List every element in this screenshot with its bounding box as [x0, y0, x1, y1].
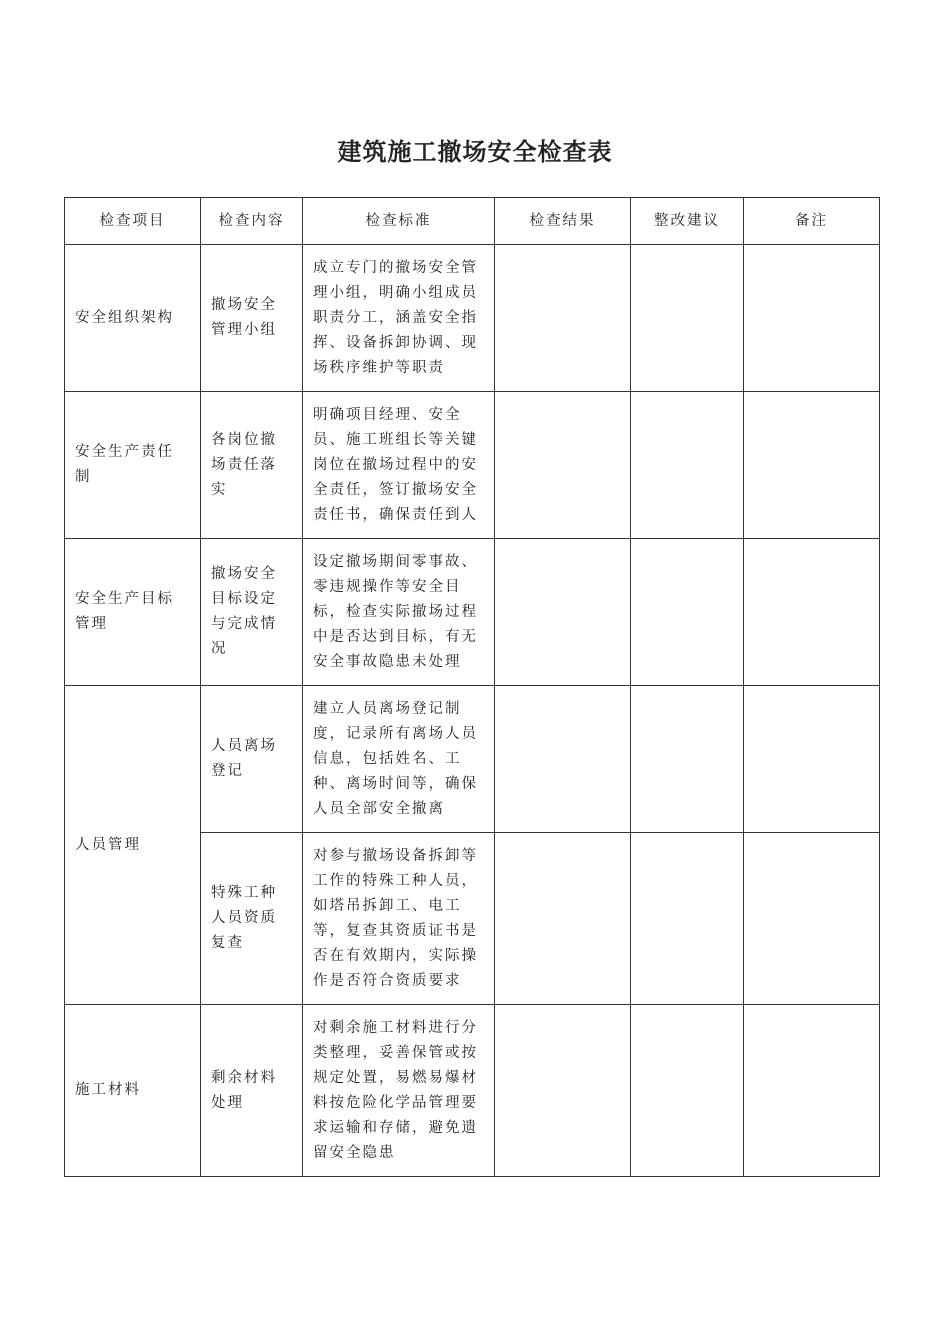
safety-check-table	[64, 197, 880, 1177]
cell-suggestion[interactable]	[631, 833, 744, 1005]
table-row	[65, 245, 880, 392]
table-row	[65, 539, 880, 686]
cell-result[interactable]	[495, 1005, 631, 1177]
cell-remark[interactable]	[744, 392, 880, 539]
cell-item: 人员管理	[65, 686, 201, 1005]
table-row	[65, 392, 880, 539]
cell-item: 安全组织架构	[65, 245, 201, 392]
cell-remark[interactable]	[744, 1005, 880, 1177]
cell-item: 施工材料	[65, 1005, 201, 1177]
cell-result[interactable]	[495, 686, 631, 833]
cell-content: 剩余材料处理	[201, 1005, 303, 1177]
table-row	[65, 686, 880, 833]
header-standard: 检查标准	[303, 198, 495, 245]
cell-item: 安全生产责任制	[65, 392, 201, 539]
cell-content: 撤场安全管理小组	[201, 245, 303, 392]
cell-remark[interactable]	[744, 245, 880, 392]
header-suggestion: 整改建议	[631, 198, 744, 245]
header-result: 检查结果	[495, 198, 631, 245]
header-content: 检查内容	[201, 198, 303, 245]
cell-remark[interactable]	[744, 686, 880, 833]
cell-result[interactable]	[495, 539, 631, 686]
cell-content: 各岗位撤场责任落实	[201, 392, 303, 539]
header-row	[65, 198, 880, 245]
cell-remark[interactable]	[744, 833, 880, 1005]
cell-standard: 建立人员离场登记制度，记录所有离场人员信息，包括姓名、工种、离场时间等，确保人员全部安全撤离	[303, 686, 495, 833]
cell-standard: 对剩余施工材料进行分类整理，妥善保管或按规定处置，易燃易爆材料按危险化学品管理要求运输和存储，避免遗留安全隐患	[303, 1005, 495, 1177]
cell-result[interactable]	[495, 245, 631, 392]
cell-content: 人员离场登记	[201, 686, 303, 833]
cell-content: 撤场安全目标设定与完成情况	[201, 539, 303, 686]
cell-content: 特殊工种人员资质复查	[201, 833, 303, 1005]
cell-result[interactable]	[495, 392, 631, 539]
header-remark: 备注	[744, 198, 880, 245]
document-title: 建筑施工撤场安全检查表	[337, 137, 613, 166]
cell-suggestion[interactable]	[631, 392, 744, 539]
table-row	[65, 1005, 880, 1177]
cell-suggestion[interactable]	[631, 245, 744, 392]
cell-result[interactable]	[495, 833, 631, 1005]
cell-standard: 成立专门的撤场安全管理小组，明确小组成员职责分工，涵盖安全指挥、设备拆卸协调、现场秩序维护等职责	[303, 245, 495, 392]
cell-suggestion[interactable]	[631, 1005, 744, 1177]
cell-remark[interactable]	[744, 539, 880, 686]
cell-standard: 明确项目经理、安全员、施工班组长等关键岗位在撤场过程中的安全责任，签订撤场安全责任书，确保责任到人	[303, 392, 495, 539]
cell-item: 安全生产目标管理	[65, 539, 201, 686]
cell-suggestion[interactable]	[631, 686, 744, 833]
cell-suggestion[interactable]	[631, 539, 744, 686]
header-item: 检查项目	[65, 198, 201, 245]
cell-standard: 设定撤场期间零事故、零违规操作等安全目标，检查实际撤场过程中是否达到目标，有无安全事故隐患未处理	[303, 539, 495, 686]
cell-standard: 对参与撤场设备拆卸等工作的特殊工种人员，如塔吊拆卸工、电工等，复查其资质证书是否在有效期内，实际操作是否符合资质要求	[303, 833, 495, 1005]
